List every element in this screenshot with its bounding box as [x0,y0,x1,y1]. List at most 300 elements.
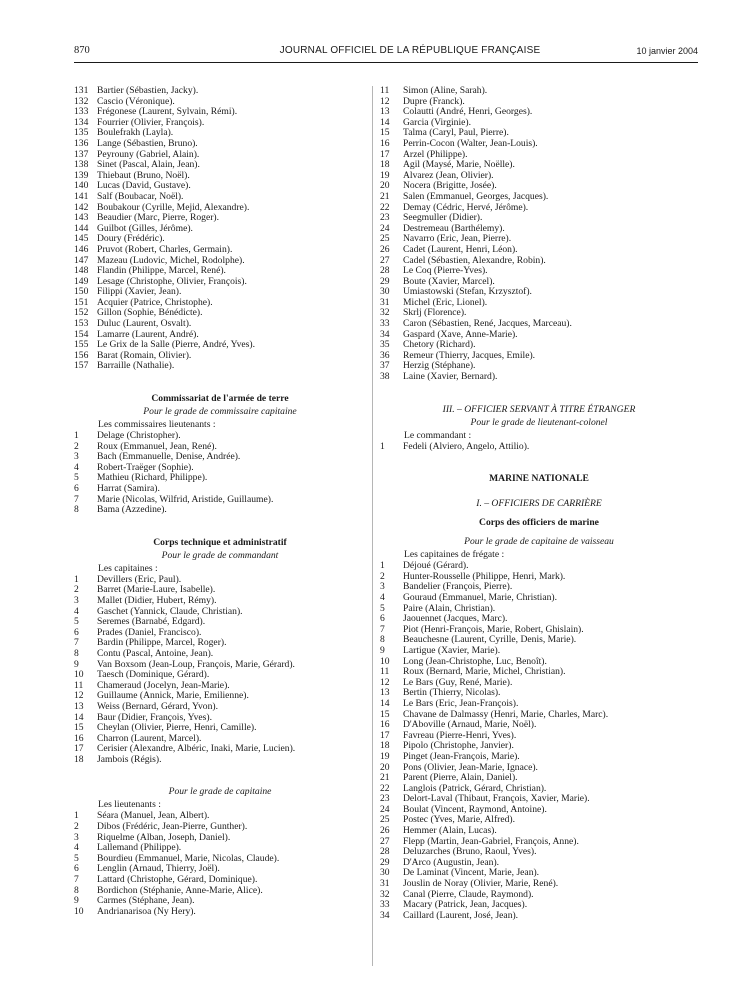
item-number: 149 [74,275,89,287]
item-number: 21 [380,190,390,202]
item-number: 152 [74,307,89,319]
item-name: Roux (Bernard, Marie, Michel, Christian). [403,666,566,678]
item-name: Long (Jean-Christophe, Luc, Benoît). [403,655,547,667]
item-name: Jouslin de Noray (Olivier, Marie, René). [403,878,559,890]
corps-heading-officiers-marine: Corps des officiers de marine [479,517,599,529]
item-number: 13 [380,106,390,118]
right-column [380,86,698,921]
item-name: Jaouennet (Jacques, Marc). [403,613,508,625]
item-name: Boulat (Vincent, Raymond, Antoine). [403,803,547,815]
item-name: Roux (Emmanuel, Jean, René). [97,440,217,452]
item-name: Alvarez (Jean, Olivier). [403,169,494,181]
item-name: Doury (Frédéric). [97,233,165,245]
item-number: 28 [380,265,390,277]
list-lead-capitaines-fregate: Les capitaines de frégate : [404,549,505,561]
item-number: 145 [74,233,89,245]
item-number: 157 [74,360,89,372]
list-item [74,907,366,918]
list-item [380,372,698,383]
page-number: 870 [74,45,90,56]
list-item [74,702,366,713]
item-number: 4 [380,592,385,603]
item-number: 19 [380,750,390,762]
item-name: Beauchesne (Laurent, Cyrille, Denis, Marie). [403,634,577,646]
item-name: Harrat (Samira). [97,483,160,494]
item-name: Déjoué (Gérard). [403,560,469,572]
item-name: Contu (Pascal, Antoine, Jean). [97,647,214,659]
item-number: 27 [380,254,390,266]
list-item [380,245,698,256]
item-number: 153 [74,318,89,330]
item-number: 3 [380,581,385,593]
grade-heading-commissaire-capitaine: Pour le grade de commissaire capitaine [143,406,297,418]
item-name: Cheylan (Olivier, Pierre, Henri, Camille). [97,722,257,734]
item-number: 15 [380,127,390,139]
item-number: 13 [380,687,390,699]
item-name: Michel (Eric, Lionel). [403,296,488,308]
item-number: 11 [380,666,390,678]
item-name: Lucas (David, Gustave). [97,180,191,192]
item-number: 10 [380,655,390,667]
item-name: Peyrouny (Gabriel, Alain). [97,148,200,160]
list-lead-capitaines: Les capitaines : [98,562,158,574]
item-number: 146 [74,243,89,255]
list-item [380,192,698,203]
item-number: 10 [74,905,84,917]
item-name: Herzig (Stéphane). [403,360,476,372]
item-number: 6 [380,613,385,625]
item-number: 29 [380,275,390,287]
item-name: Pruvot (Robert, Charles, Germain). [97,243,233,255]
item-name: Parent (Pierre, Alain, Daniel). [403,772,518,784]
item-name: Gillon (Sophie, Bénédicte). [97,307,203,319]
list-item [74,192,366,203]
item-name: Bertin (Thierry, Nicolas). [403,687,501,699]
item-number: 18 [74,753,84,765]
item-name: Bordichon (Stéphanie, Anne-Marie, Alice). [97,884,263,896]
item-number: 15 [380,708,390,720]
item-number: 3 [74,451,79,463]
item-name: Lattard (Christophe, Gérard, Dominique). [97,874,258,886]
item-name: Séara (Manuel, Jean, Albert). [97,810,210,822]
item-name: Bach (Emmanuelle, Denise, Andrée). [97,451,241,463]
item-name: Gaspard (Xave, Anne-Marie). [403,328,518,340]
item-name: Jambois (Régis). [97,753,162,765]
item-name: Chetory (Richard). [403,339,476,351]
item-name: Le Grix de la Salle (Pierre, André, Yves). [97,339,255,351]
item-number: 7 [74,493,79,505]
item-number: 16 [380,137,390,149]
list-item [380,139,698,150]
item-name: Lesage (Christophe, Olivier, François). [97,275,247,287]
item-number: 18 [380,740,390,752]
list-item [74,139,366,150]
item-name: Canal (Pierre, Claude, Raymond). [403,888,534,900]
item-number: 25 [380,233,390,245]
item-name: Cerisier (Alexandre, Albéric, Inaki, Marie, Lucien). [97,743,296,755]
item-name: Fedeli (Alviero, Angelo, Attilio). [403,440,530,452]
item-number: 6 [74,483,79,494]
item-name: Riquelme (Alban, Joseph, Daniel). [97,831,231,843]
item-number: 13 [74,700,84,712]
item-number: 156 [74,349,89,361]
item-number: 8 [74,504,79,516]
item-number: 140 [74,180,89,192]
item-number: 11 [380,86,390,96]
grade-heading-capitaine: Pour le grade de capitaine [168,786,272,798]
item-name: Cadel (Sébastien, Alexandre, Robin). [403,254,546,266]
item-number: 14 [380,116,390,128]
item-name: Lange (Sébastien, Bruno). [97,137,198,149]
item-number: 3 [74,831,79,843]
item-name: Boulefrakh (Layla). [97,127,174,139]
item-name: Guillaume (Annick, Marie, Emilienne). [97,690,249,702]
item-number: 141 [74,190,89,202]
section-title-corps-technique: Corps technique et administratif [153,536,287,548]
list-capitaine [74,811,366,917]
item-number: 4 [74,605,79,617]
item-number: 2 [74,584,79,596]
item-number: 17 [380,729,390,741]
item-name: Gaschet (Yannick, Claude, Christian). [97,605,243,617]
item-name: Weiss (Bernard, Gérard, Yvon). [97,700,218,712]
item-number: 12 [380,95,390,107]
item-name: Marie (Nicolas, Wilfrid, Aristide, Guillaume). [97,493,274,505]
list-item [380,86,698,97]
item-name: Guilbot (Gilles, Jérôme). [97,222,193,234]
item-name: Devillers (Eric, Paul). [97,573,182,585]
item-name: Bardin (Philippe, Marcel, Roger). [97,637,227,649]
item-number: 139 [74,169,89,181]
item-number: 24 [380,803,390,815]
item-name: Barraille (Nathalie). [97,360,175,372]
list-item [74,755,366,766]
item-number: 143 [74,212,89,224]
item-name: Lallemand (Philippe). [97,842,182,854]
item-name: Mazeau (Ludovic, Michel, Rodolphe). [97,254,245,266]
item-number: 1 [74,573,79,585]
item-name: Pinget (Jean-François, Marie). [403,750,520,762]
item-number: 8 [74,647,79,659]
item-number: 151 [74,296,89,308]
journal-title: JOURNAL OFFICIEL DE LA RÉPUBLIQUE FRANÇAISE [279,45,541,56]
item-name: Skrlj (Florence). [403,307,467,319]
item-name: Boubakour (Cyrille, Mejid, Alexandre). [97,201,250,213]
item-name: Bourdieu (Emmanuel, Marie, Nicolas, Claude). [97,852,280,864]
item-number: 138 [74,159,89,171]
item-name: Lartigue (Xavier, Marie). [403,644,501,656]
item-name: Le Bars (Guy, René, Marie). [403,676,513,688]
item-number: 30 [380,867,390,879]
item-name: Bartier (Sébastien, Jacky). [97,86,199,96]
item-name: Flandin (Philippe, Marcel, René). [97,265,226,277]
item-name: Taesch (Dominique, Gérard). [97,669,210,681]
item-number: 11 [74,679,84,691]
item-number: 7 [74,874,79,886]
list-item [380,699,698,710]
item-name: Dupre (Franck). [403,95,465,107]
item-number: 1 [74,430,79,442]
item-number: 132 [74,95,89,107]
header-rule [74,62,698,63]
item-name: Pipolo (Christophe, Janvier). [403,740,514,752]
grade-heading-commandant: Pour le grade de commandant [161,549,279,561]
item-number: 135 [74,127,89,139]
item-number: 33 [380,318,390,330]
item-name: Mathieu (Richard, Philippe). [97,472,208,484]
item-number: 9 [380,644,385,656]
item-number: 14 [380,697,390,709]
item-number: 5 [74,472,79,484]
item-name: Delage (Christopher). [97,430,181,442]
item-name: Fourrier (Olivier, François). [97,116,205,128]
item-number: 8 [74,884,79,896]
item-number: 4 [74,461,79,473]
item-number: 31 [380,878,390,890]
item-name: Barret (Marie-Laure, Isabelle). [97,584,216,596]
item-number: 28 [380,846,390,858]
item-name: Seremes (Barnabé, Edgard). [97,616,206,628]
item-name: Simon (Aline, Sarah). [403,86,488,96]
item-name: Caillard (Laurent, José, Jean). [403,909,519,921]
list-item [74,596,366,607]
item-number: 134 [74,116,89,128]
item-number: 155 [74,339,89,351]
item-name: Remeur (Thierry, Jacques, Emile). [403,349,536,361]
item-number: 16 [74,732,84,744]
item-number: 144 [74,222,89,234]
item-name: Destremeau (Barthélemy). [403,222,505,234]
item-name: Boute (Xavier, Marcel). [403,275,495,287]
item-number: 14 [74,711,84,723]
list-item [74,484,366,495]
item-name: Le Bars (Eric, Jean-François). [403,697,519,709]
list-lead-commissaires: Les commissaires lieutenants : [98,419,216,431]
list-continued [74,86,366,372]
item-number: 150 [74,286,89,298]
item-name: Salen (Emmanuel, Georges, Jacques). [403,190,549,202]
item-number: 1 [380,560,385,572]
item-number: 24 [380,222,390,234]
item-number: 4 [74,842,79,854]
grade-heading-capitaine-vaisseau: Pour le grade de capitaine de vaisseau [464,536,614,548]
item-number: 7 [74,637,79,649]
list-item [380,646,698,657]
item-number: 133 [74,106,89,118]
item-number: 10 [74,669,84,681]
list-item [74,649,366,660]
list-lead-lieutenants: Les lieutenants : [98,799,161,811]
item-number: 23 [380,793,390,805]
list-commissariat [74,431,366,516]
item-name: Macary (Patrick, Jean, Jacques). [403,899,528,911]
item-name: Agil (Maysé, Marie, Noëlle). [403,159,515,171]
item-name: Colautti (André, Henri, Georges). [403,106,533,118]
item-number: 16 [380,719,390,731]
grade-heading-lieutenant-colonel: Pour le grade de lieutenant-colonel [470,416,608,428]
item-number: 18 [380,159,390,171]
item-number: 131 [74,86,89,96]
item-number: 17 [74,743,84,755]
item-name: Bama (Azzedine). [97,504,167,516]
item-number: 33 [380,899,390,911]
item-number: 25 [380,814,390,826]
item-name: Salf (Boubacar, Noël). [97,190,184,202]
item-name: Duluc (Laurent, Osvalt). [97,318,192,330]
item-name: Favreau (Pierre-Henri, Yves). [403,729,517,741]
section-title-etranger: III. – OFFICIER SERVANT À TITRE ÉTRANGER [442,403,636,415]
item-name: Filippi (Xavier, Jean). [97,286,182,298]
item-name: Navarro (Eric, Jean, Pierre). [403,233,512,245]
item-name: De Laminat (Vincent, Marie, Jean). [403,867,540,879]
list-item [380,752,698,763]
item-name: Mallet (Didier, Hubert, Rémy). [97,594,217,606]
item-name: Paire (Alain, Christian). [403,602,496,614]
item-name: Demay (Cédric, Hervé, Jérôme). [403,201,529,213]
list-item [380,593,698,604]
item-name: Hemmer (Alain, Lucas). [403,825,497,837]
item-number: 20 [380,761,390,773]
item-name: Chameraud (Jocelyn, Jean-Marie). [97,679,230,691]
item-number: 9 [74,895,79,907]
item-number: 26 [380,243,390,255]
item-number: 38 [380,371,390,383]
list-lead-commandant: Le commandant : [404,429,472,441]
list-corps-technique [74,575,366,766]
item-number: 32 [380,307,390,319]
item-number: 154 [74,328,89,340]
item-number: 32 [380,888,390,900]
list-continued-right [380,86,698,383]
item-name: Beaudier (Marc, Pierre, Roger). [97,212,220,224]
item-number: 2 [74,440,79,452]
item-number: 7 [380,623,385,635]
item-name: Nocera (Brigitte, Josée). [403,180,497,192]
item-number: 31 [380,296,390,308]
list-marine [380,561,698,921]
item-number: 19 [380,169,390,181]
item-name: Garcia (Virginie). [403,116,471,128]
item-number: 12 [380,676,390,688]
section-title-marine: MARINE NATIONALE [489,473,589,485]
list-etranger [380,442,698,453]
item-number: 12 [74,690,84,702]
item-name: Thiebaut (Bruno, Noël). [97,169,190,181]
left-column [74,86,366,917]
item-number: 34 [380,328,390,340]
publication-date: 10 janvier 2004 [636,46,698,56]
item-name: Delort-Laval (Thibaut, François, Xavier, Marie). [403,793,590,805]
item-name: Cascio (Véronique). [97,95,175,107]
item-number: 34 [380,909,390,921]
item-name: Lamarre (Laurent, André). [97,328,199,340]
item-name: Umiastowski (Stefan, Krzysztof). [403,286,532,298]
item-number: 30 [380,286,390,298]
column-divider [372,86,373,966]
item-name: Perrin-Cocon (Walter, Jean-Louis). [403,137,538,149]
item-name: Pons (Olivier, Jean-Marie, Ignace). [403,761,538,773]
item-number: 5 [74,616,79,628]
item-name: Langlois (Patrick, Gérard, Christian). [403,782,547,794]
item-number: 3 [74,594,79,606]
item-name: Hunter-Rousselle (Philippe, Henri, Mark). [403,570,566,582]
list-item [74,86,366,97]
item-name: Gouraud (Emmanuel, Marie, Christian). [403,592,557,603]
item-name: Andrianarisoa (Ny Hery). [97,905,196,917]
list-item [74,505,366,516]
item-name: Van Boxsom (Jean-Loup, François, Marie, Gérard). [97,658,295,670]
item-number: 22 [380,782,390,794]
item-name: Arzel (Philippe). [403,148,468,160]
item-name: Sinet (Pascal, Alain, Jean). [97,159,200,171]
item-name: Bandelier (François, Pierre). [403,581,513,593]
item-number: 37 [380,360,390,372]
item-name: Talma (Caryl, Paul, Pierre). [403,127,509,139]
item-name: Dibos (Frédéric, Jean-Pierre, Gunther). [97,821,248,833]
item-number: 20 [380,180,390,192]
list-item [74,245,366,256]
item-number: 1 [74,810,79,822]
item-number: 2 [74,821,79,833]
item-number: 9 [74,658,79,670]
list-item [380,911,698,922]
item-number: 1 [380,440,385,452]
item-name: Carmes (Stéphane, Jean). [97,895,195,907]
item-name: Seegmuller (Didier). [403,212,483,224]
item-name: Baur (Didier, François, Yves). [97,711,212,723]
item-number: 21 [380,772,390,784]
item-name: Deluzarches (Bruno, Raoul, Yves). [403,846,537,858]
item-number: 137 [74,148,89,160]
item-name: D'Aboville (Arnaud, Marie, Noël). [403,719,537,731]
item-number: 23 [380,212,390,224]
item-number: 136 [74,137,89,149]
item-name: Chavane de Dalmassy (Henri, Marie, Charles, Marc). [403,708,609,720]
list-item [380,442,698,453]
item-number: 5 [380,602,385,614]
item-name: Flepp (Martin, Jean-Gabriel, François, Anne). [403,835,579,847]
item-name: Robert-Traëger (Sophie). [97,461,194,473]
list-item [74,361,366,372]
item-number: 15 [74,722,84,734]
item-number: 6 [74,863,79,875]
item-name: Le Coq (Pierre-Yves). [403,265,488,277]
section-title-commissariat: Commissariat de l'armée de terre [151,393,289,405]
item-name: Laine (Xavier, Bernard). [403,371,498,383]
item-name: Barat (Romain, Olivier). [97,349,192,361]
item-number: 22 [380,201,390,213]
item-number: 147 [74,254,89,266]
item-name: Acquier (Patrice, Christophe). [97,296,213,308]
item-name: Lenglin (Arnaud, Thierry, Joël). [97,863,220,875]
item-name: D'Arco (Augustin, Jean). [403,856,500,868]
item-number: 17 [380,148,390,160]
item-number: 142 [74,201,89,213]
item-name: Postec (Yves, Marie, Alfred). [403,814,515,826]
item-name: Charron (Laurent, Marcel). [97,732,202,744]
item-name: Piot (Henri-François, Marie, Robert, Ghislain). [403,623,584,635]
item-name: Cadet (Laurent, Henri, Léon). [403,243,518,255]
item-number: 29 [380,856,390,868]
item-number: 2 [380,570,385,582]
item-number: 148 [74,265,89,277]
item-number: 35 [380,339,390,351]
section-subtitle-officiers-carriere: I. – OFFICIERS DE CARRIÈRE [476,498,602,510]
item-name: Caron (Sébastien, René, Jacques, Marceau). [403,318,572,330]
item-number: 6 [74,626,79,638]
item-number: 26 [380,825,390,837]
item-number: 36 [380,349,390,361]
